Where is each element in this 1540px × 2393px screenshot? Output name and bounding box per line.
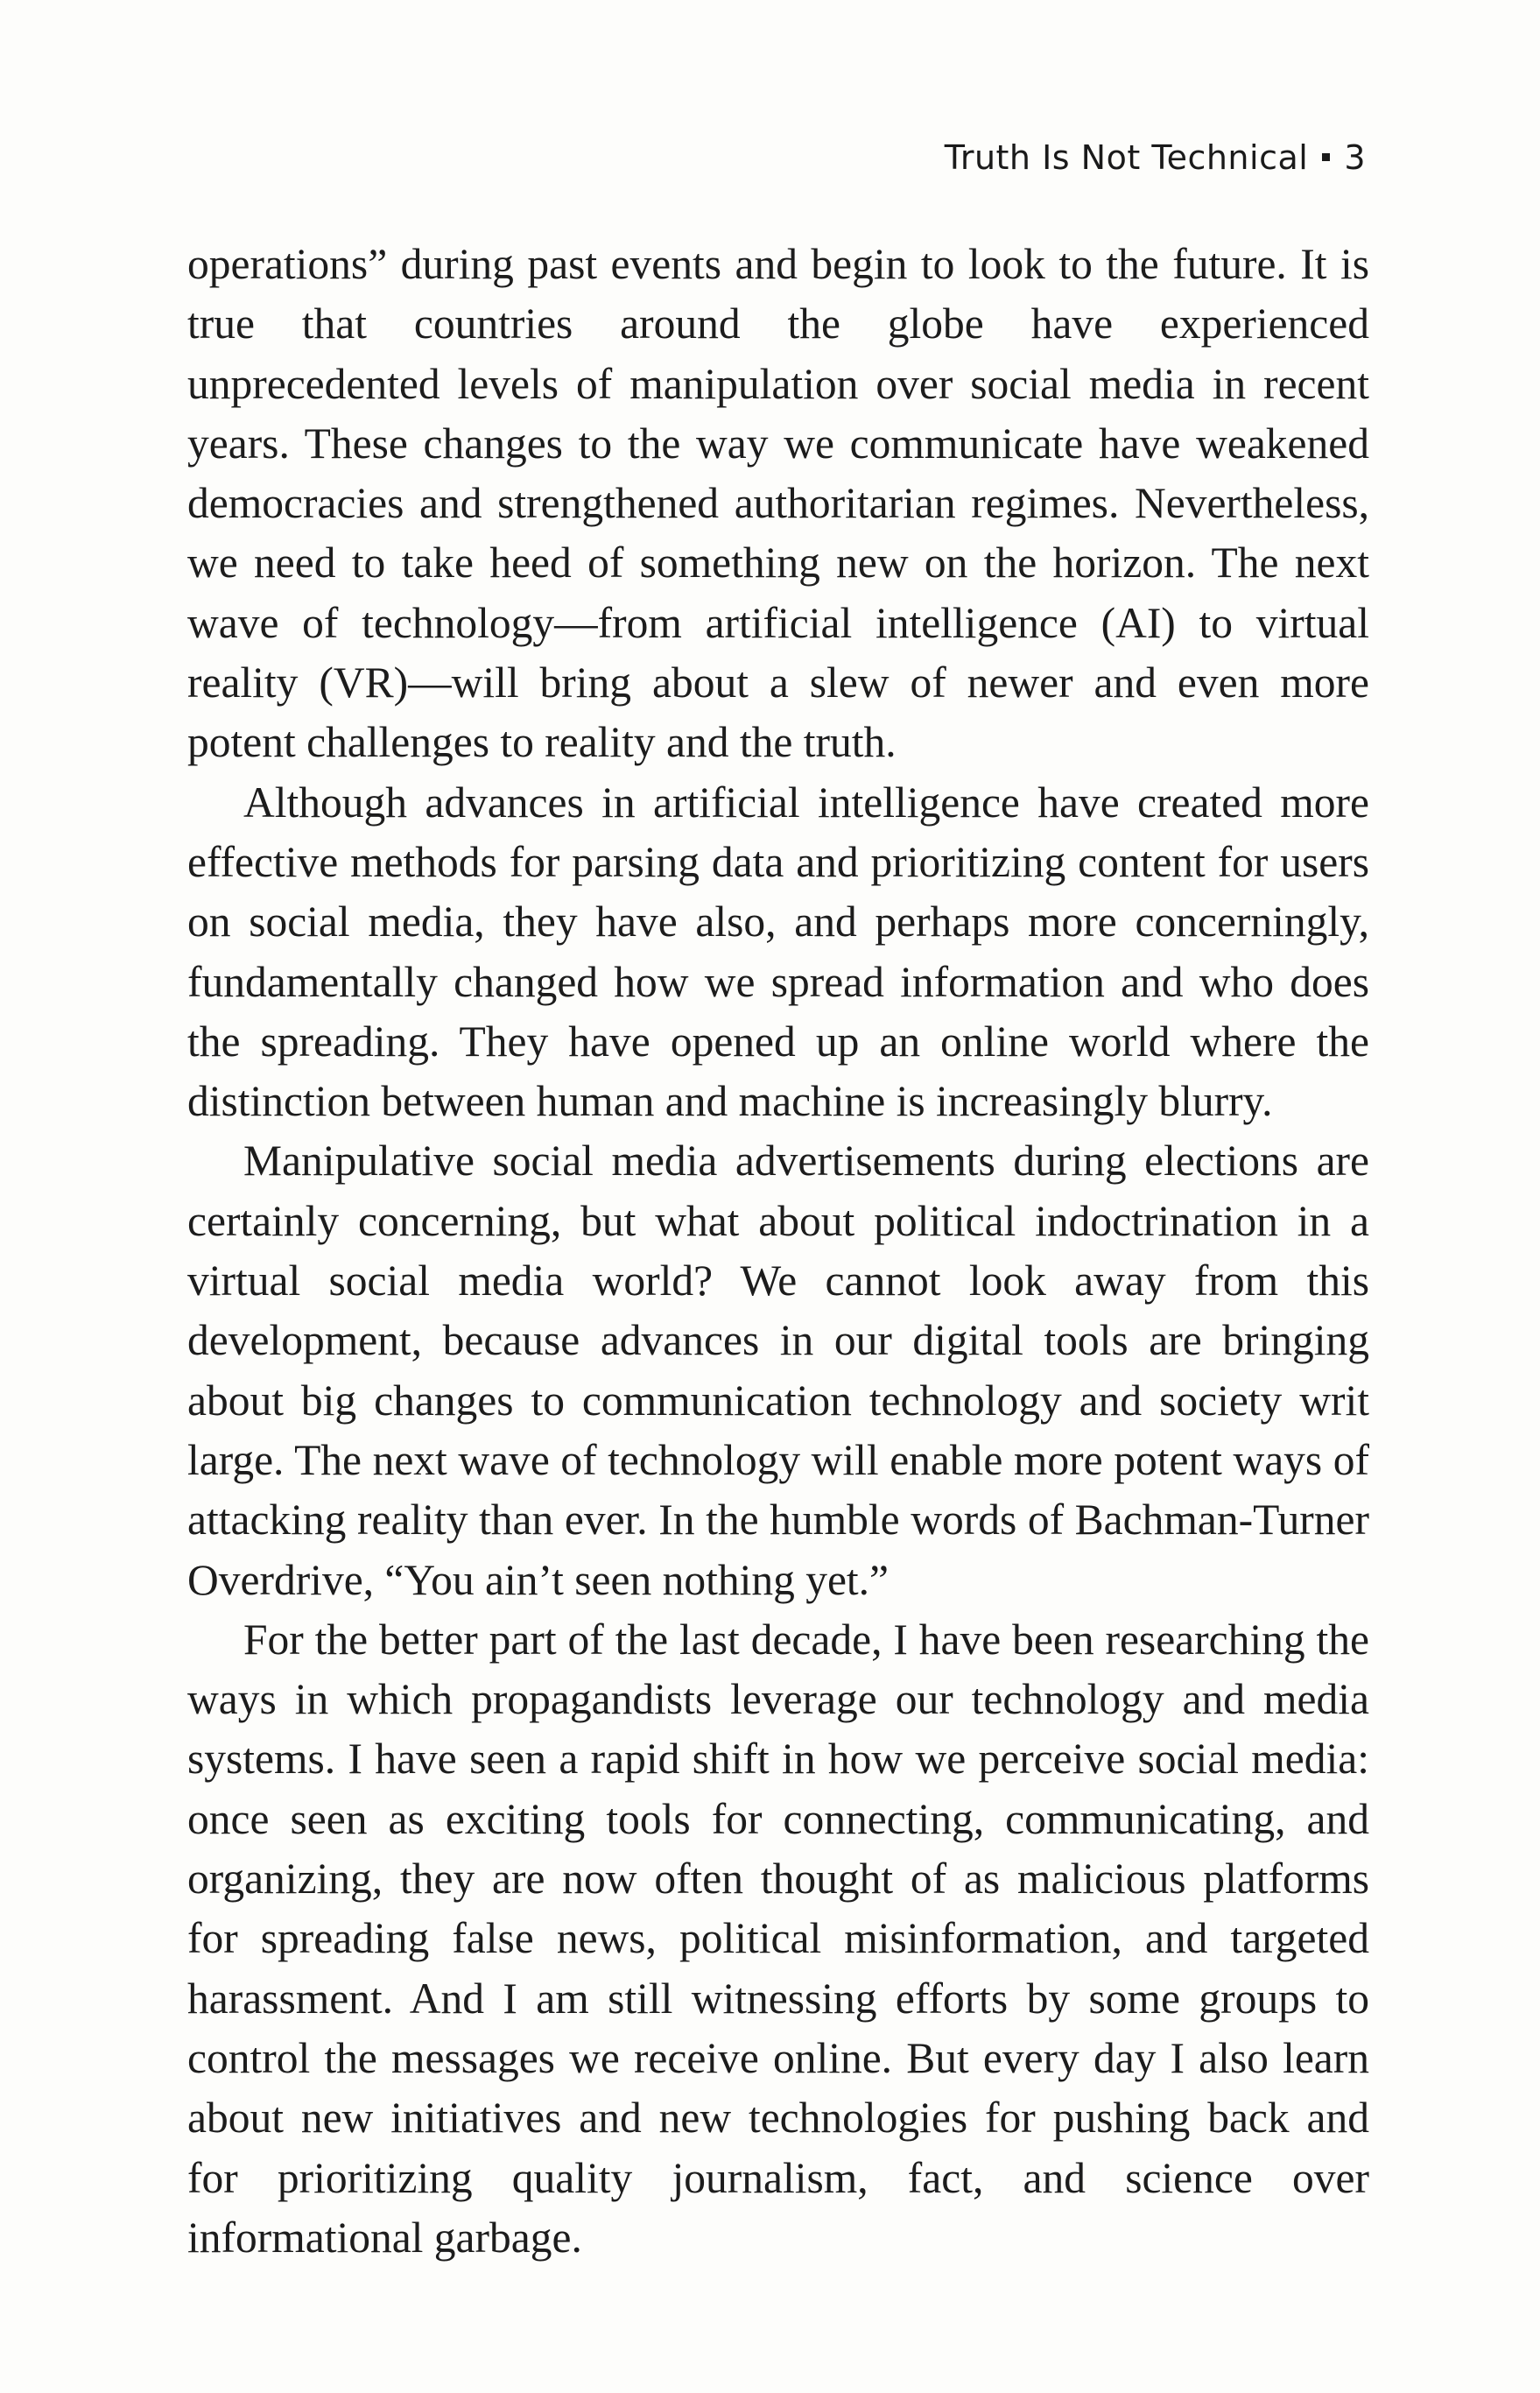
- page-number: 3: [1344, 138, 1366, 177]
- bullet-separator-icon: [1322, 153, 1330, 161]
- paragraph: Manipulative social media advertisements during elections are certainly concerning, but what about political indoctrination in a virtual social media world? We cannot look away from this development, because advances in our digital tools are bringing about big changes to communication technology and society writ large. The next wave of technology will enable more potent ways of attacking reality than ever. In the humble words of Bachman-Turner Overdrive, “You ain’t seen nothing yet.”: [187, 1137, 1369, 1604]
- body-text: [187, 235, 1369, 2268]
- paragraph: For the better part of the last decade, I have been researching the ways in which propagandists leverage our technology and media systems. I have seen a rapid shift in how we perceive social media: once seen as exciting tools for connecting, communicating, and organizing, they are now often thought of as malicious platforms for spreading false news, political misinformation, and targeted harassment. And I am still witnessing efforts by some groups to control the messages we receive online. But every day I also learn about new initiatives and new technologies for pushing back and for prioritizing quality journalism, fact, and science over informational garbage.: [187, 1615, 1369, 2262]
- running-head-title: Truth Is Not Technical: [944, 138, 1309, 177]
- paragraph: Although advances in artificial intelligence have created more effective methods for parsing data and prioritizing content for users on social media, they have also, and perhaps more concerningly, fundamentally changed how we spread information and who does the spreading. They have opened up an online world where the distinction between human and machine is increasingly blurry.: [187, 778, 1369, 1126]
- paragraph: operations” during past events and begin to look to the future. It is true that countries around the globe have experienced unprecedented levels of manipulation over social media in recent years. These changes to the way we communicate have weakened democracies and strengthened authoritarian regimes. Nevertheless, we need to take heed of something new on the horizon. The next wave of technology—from artificial intelligence (AI) to virtual reality (VR)—will bring about a slew of newer and even more potent challenges to reality and the truth.: [187, 240, 1369, 767]
- running-head: [858, 138, 1366, 177]
